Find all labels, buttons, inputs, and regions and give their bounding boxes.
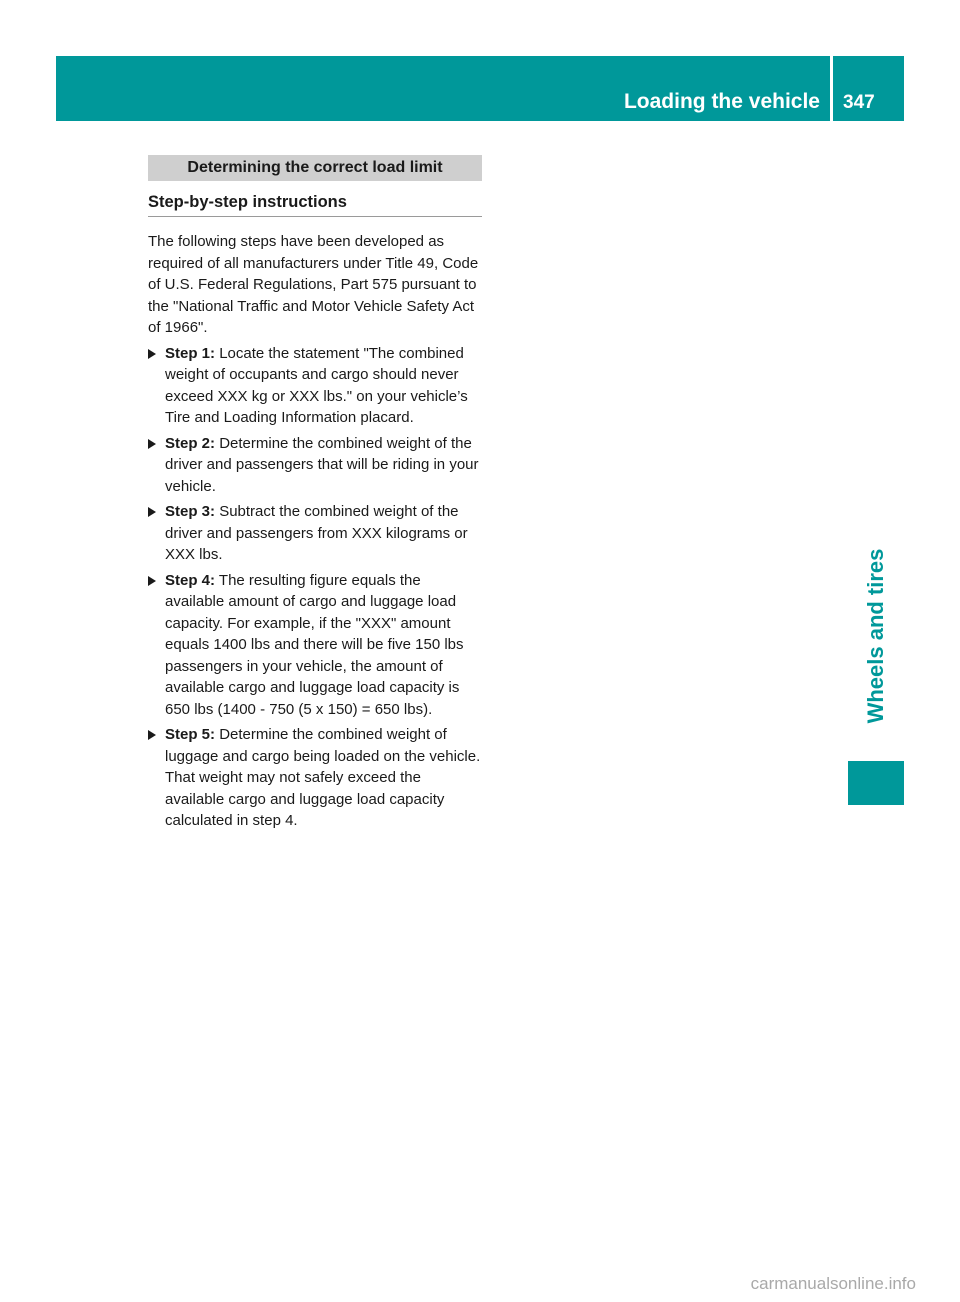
intro-paragraph: The following steps have been developed as required of all manufacturers under Title 49, Code of U.S. Federal Regulations, Part 575 pursuant to the "National Traffic and Motor Vehicle Safety Act of 1966".	[148, 233, 479, 336]
step-text: Locate the statement "The combined weight of occupants and cargo should never exceed XXX kg or XXX lbs." on your vehicle’s Tire and Loading Information placard.	[165, 344, 468, 426]
main-content	[148, 155, 482, 832]
step-item-3	[148, 501, 482, 566]
step-item-5	[148, 724, 482, 832]
step-text: Determine the combined weight of the driver and passengers that will be riding in your vehicle.	[165, 434, 479, 495]
step-text: The resulting figure equals the available amount of cargo and luggage load capacity. For example, if the "XXX" amount equals 1400 lbs and there will be five 150 lbs passengers in your vehicle, the amount of available cargo and luggage load capacity is 650 lbs (1400 - 750 (5 x 150) = 650 lbs).	[165, 571, 464, 718]
side-tab-marker	[848, 761, 904, 805]
page-header	[56, 56, 904, 121]
step-text: Determine the combined weight of luggage and cargo being loaded on the vehicle. That weight may not safely exceed the available cargo and luggage load capacity calculated in step 4.	[165, 726, 481, 829]
side-section-tab	[848, 520, 904, 752]
step-item-4	[148, 570, 482, 721]
site-watermark: carmanualsonline.info	[750, 1274, 916, 1293]
step-text: Subtract the combined weight of the driver and passengers from XXX kilograms or XXX lbs.	[165, 503, 468, 563]
step-item-2	[148, 433, 482, 498]
header-divider	[830, 56, 833, 121]
sub-heading: Step-by-step instructions	[148, 193, 482, 217]
step-label: Step 3:	[165, 503, 216, 520]
step-label: Step 4:	[165, 571, 216, 589]
section-heading: Determining the correct load limit	[148, 155, 482, 181]
arrow-right-icon	[148, 576, 156, 586]
chapter-title: Loading the vehicle	[623, 90, 820, 113]
arrow-right-icon	[148, 439, 156, 449]
page-number: 347	[843, 92, 875, 113]
step-label: Step 5:	[165, 726, 216, 743]
side-tab-label: Wheels and tires	[863, 548, 888, 724]
step-label: Step 1:	[165, 344, 216, 362]
step-label: Step 2:	[165, 434, 216, 452]
arrow-right-icon	[148, 349, 156, 359]
steps-list	[148, 343, 482, 832]
arrow-right-icon	[148, 507, 156, 517]
arrow-right-icon	[148, 730, 156, 740]
step-item-1	[148, 343, 482, 429]
